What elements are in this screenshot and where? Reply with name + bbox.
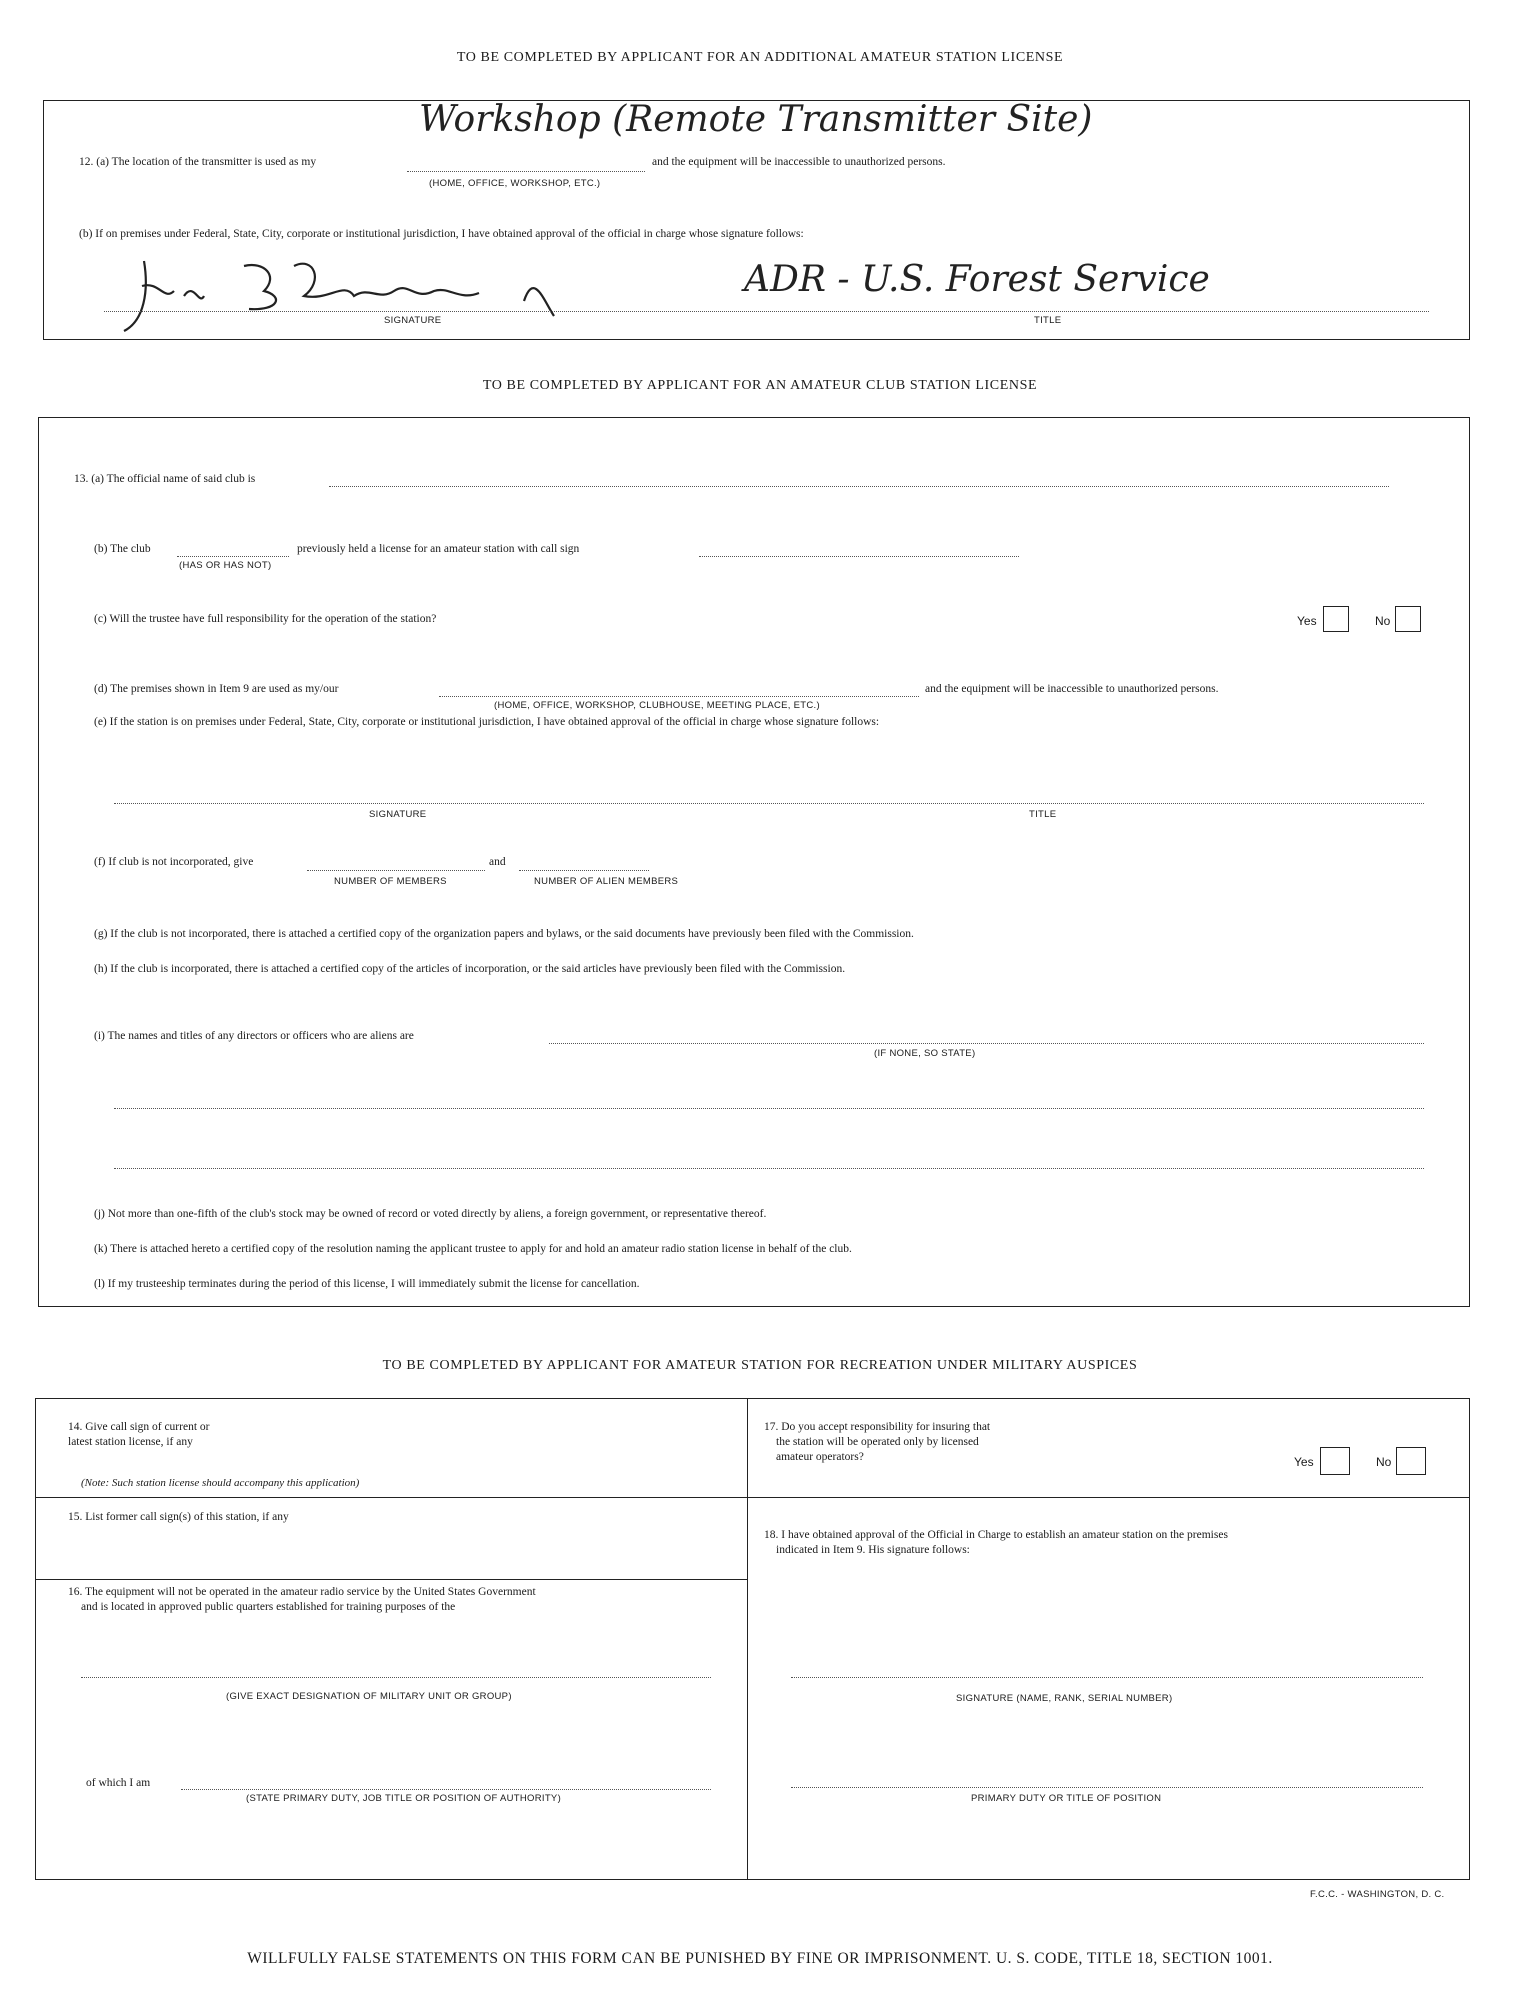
item13c-yes-label: Yes: [1297, 614, 1317, 628]
item13i-caption: (IF NONE, SO STATE): [874, 1048, 976, 1059]
item14-label-2: latest station license, if any: [68, 1436, 193, 1448]
item17-no-checkbox[interactable]: [1396, 1447, 1426, 1475]
item13b-label: (b) The club: [94, 543, 151, 555]
item13c-yes-checkbox[interactable]: [1323, 606, 1349, 632]
section-additional-box: [43, 100, 1470, 340]
item18-caption-1: SIGNATURE (NAME, RANK, SERIAL NUMBER): [956, 1693, 1173, 1704]
item13e-signature-line[interactable]: [114, 803, 1424, 804]
item16-caption-2: (STATE PRIMARY DUTY, JOB TITLE OR POSITION OF AUTHORITY): [246, 1793, 562, 1804]
item13a-field[interactable]: [329, 486, 1389, 487]
item13i-field-line-3[interactable]: [114, 1168, 1424, 1169]
section-military-box: [35, 1398, 1470, 1880]
item13e-label: (e) If the station is on premises under Federal, State, City, corporate or institutional jurisdiction, I have obtained approval of the official in charge whose signature follows:: [94, 716, 880, 728]
item14-divider: [36, 1497, 747, 1498]
official-title-handwritten: ADR - U.S. Forest Service: [744, 259, 1210, 300]
item17-label-1: 17. Do you accept responsibility for insuring that: [764, 1421, 991, 1433]
item15-divider: [36, 1579, 747, 1580]
item13d-label-end: and the equipment will be inaccessible to unauthorized persons.: [925, 683, 1219, 695]
item15-label: 15. List former call sign(s) of this station, if any: [68, 1511, 289, 1523]
item16-unit-field[interactable]: [81, 1677, 711, 1678]
item13f-members-field[interactable]: [307, 870, 485, 871]
item13i-field[interactable]: [549, 1043, 1424, 1044]
item13f-alien-members-field[interactable]: [519, 870, 649, 871]
item12a-label: 12. (a) The location of the transmitter is used as my: [79, 156, 317, 168]
item17-yes-label: Yes: [1294, 1455, 1314, 1469]
item17-divider: [747, 1497, 1469, 1498]
official-signature: [104, 241, 704, 341]
item13f-caption-members: NUMBER OF MEMBERS: [334, 876, 447, 887]
item13h-label: (h) If the club is incorporated, there is attached a certified copy of the articles of incorporation, or the said articles have previously been filed with the Commission.: [94, 963, 846, 975]
item13g-label: (g) If the club is not incorporated, there is attached a certified copy of the organization papers and bylaws, or the said documents have previously been filed with the Commission.: [94, 928, 914, 940]
printer-imprint: F.C.C. - WASHINGTON, D. C.: [1310, 1889, 1445, 1900]
footer-warning: WILLFULLY FALSE STATEMENTS ON THIS FORM CAN BE PUNISHED BY FINE OR IMPRISONMENT. U. S. CODE, TITLE 18, SECTION 1001.: [247, 1950, 1273, 1967]
item12b-label: (b) If on premises under Federal, State, City, corporate or institutional jurisdiction, I have obtained approval of the official in charge whose signature follows:: [79, 228, 804, 240]
item12a-field[interactable]: [407, 171, 645, 172]
signature-caption: SIGNATURE: [384, 315, 442, 326]
item13c-label: (c) Will the trustee have full responsibility for the operation of the station?: [94, 613, 437, 625]
item13c-no-label: No: [1375, 614, 1391, 628]
item13i-label: (i) The names and titles of any directors or officers who are aliens are: [94, 1030, 414, 1042]
item16-caption: (GIVE EXACT DESIGNATION OF MILITARY UNIT OR GROUP): [226, 1691, 512, 1702]
item18-duty-field[interactable]: [791, 1787, 1423, 1788]
item14-note: (Note: Such station license should accompany this application): [81, 1477, 360, 1489]
section-additional-heading: TO BE COMPLETED BY APPLICANT FOR AN ADDITIONAL AMATEUR STATION LICENSE: [456, 50, 1064, 65]
item13f-label: (f) If club is not incorporated, give: [94, 856, 254, 868]
title-caption: TITLE: [1034, 315, 1062, 326]
item17-label-2: the station will be operated only by licensed: [776, 1436, 979, 1448]
item18-label-1: 18. I have obtained approval of the Official in Charge to establish an amateur station on the premises: [764, 1529, 1228, 1541]
item18-caption-2: PRIMARY DUTY OR TITLE OF POSITION: [971, 1793, 1162, 1804]
item13a-label: 13. (a) The official name of said club is: [74, 473, 256, 485]
item13e-signature-caption: SIGNATURE: [369, 809, 427, 820]
item13d-caption: (HOME, OFFICE, WORKSHOP, CLUBHOUSE, MEETING PLACE, ETC.): [494, 700, 820, 711]
item17-no-label: No: [1376, 1455, 1392, 1469]
item13f-and: and: [489, 856, 506, 868]
item13i-field-line-2[interactable]: [114, 1108, 1424, 1109]
section-club-box: [38, 417, 1470, 1307]
item17-label-3: amateur operators?: [776, 1451, 864, 1463]
item13f-caption-alien: NUMBER OF ALIEN MEMBERS: [534, 876, 679, 887]
item18-label-2: indicated in Item 9. His signature follows:: [776, 1544, 970, 1556]
item18-signature-field[interactable]: [791, 1677, 1423, 1678]
item16-label-2: and is located in approved public quarters established for training purposes of the: [81, 1601, 456, 1613]
military-column-divider: [747, 1399, 748, 1879]
item13j-label: (j) Not more than one-fifth of the club's stock may be owned of record or voted directly by aliens, a foreign government, or representative thereof.: [94, 1208, 767, 1220]
item12a-caption: (HOME, OFFICE, WORKSHOP, ETC.): [429, 178, 601, 189]
item13d-label: (d) The premises shown in Item 9 are used as my/our: [94, 683, 339, 695]
item13b-has-field[interactable]: [177, 556, 289, 557]
item13b-label-end: previously held a license for an amateur station with call sign: [297, 543, 580, 555]
item12a-handwritten-value: Workshop (Remote Transmitter Site): [419, 99, 1093, 140]
item17-yes-checkbox[interactable]: [1320, 1447, 1350, 1475]
section-military-heading: TO BE COMPLETED BY APPLICANT FOR AMATEUR STATION FOR RECREATION UNDER MILITARY AUSPICES: [382, 1358, 1138, 1373]
item12a-label-end: and the equipment will be inaccessible to unauthorized persons.: [652, 156, 946, 168]
item13e-title-caption: TITLE: [1029, 809, 1057, 820]
item14-label-1: 14. Give call sign of current or: [68, 1421, 210, 1433]
item13d-field[interactable]: [439, 696, 919, 697]
item13l-label: (l) If my trusteeship terminates during the period of this license, I will immediately submit the license for cancellation.: [94, 1278, 640, 1290]
item16-label-1: 16. The equipment will not be operated in the amateur radio service by the United States Government: [68, 1586, 536, 1598]
section-club-heading: TO BE COMPLETED BY APPLICANT FOR AN AMATEUR CLUB STATION LICENSE: [482, 378, 1038, 393]
item13c-no-checkbox[interactable]: [1395, 606, 1421, 632]
item13b-call-sign-field[interactable]: [699, 556, 1019, 557]
item13k-label: (k) There is attached hereto a certified copy of the resolution naming the applicant trustee to apply for and hold an amateur radio station license in behalf of the club.: [94, 1243, 852, 1255]
item12b-signature-line[interactable]: [104, 311, 1429, 312]
item16-duty-field[interactable]: [181, 1789, 711, 1790]
item13b-caption: (HAS OR HAS NOT): [179, 560, 272, 571]
item16-which-label: of which I am: [86, 1777, 151, 1789]
